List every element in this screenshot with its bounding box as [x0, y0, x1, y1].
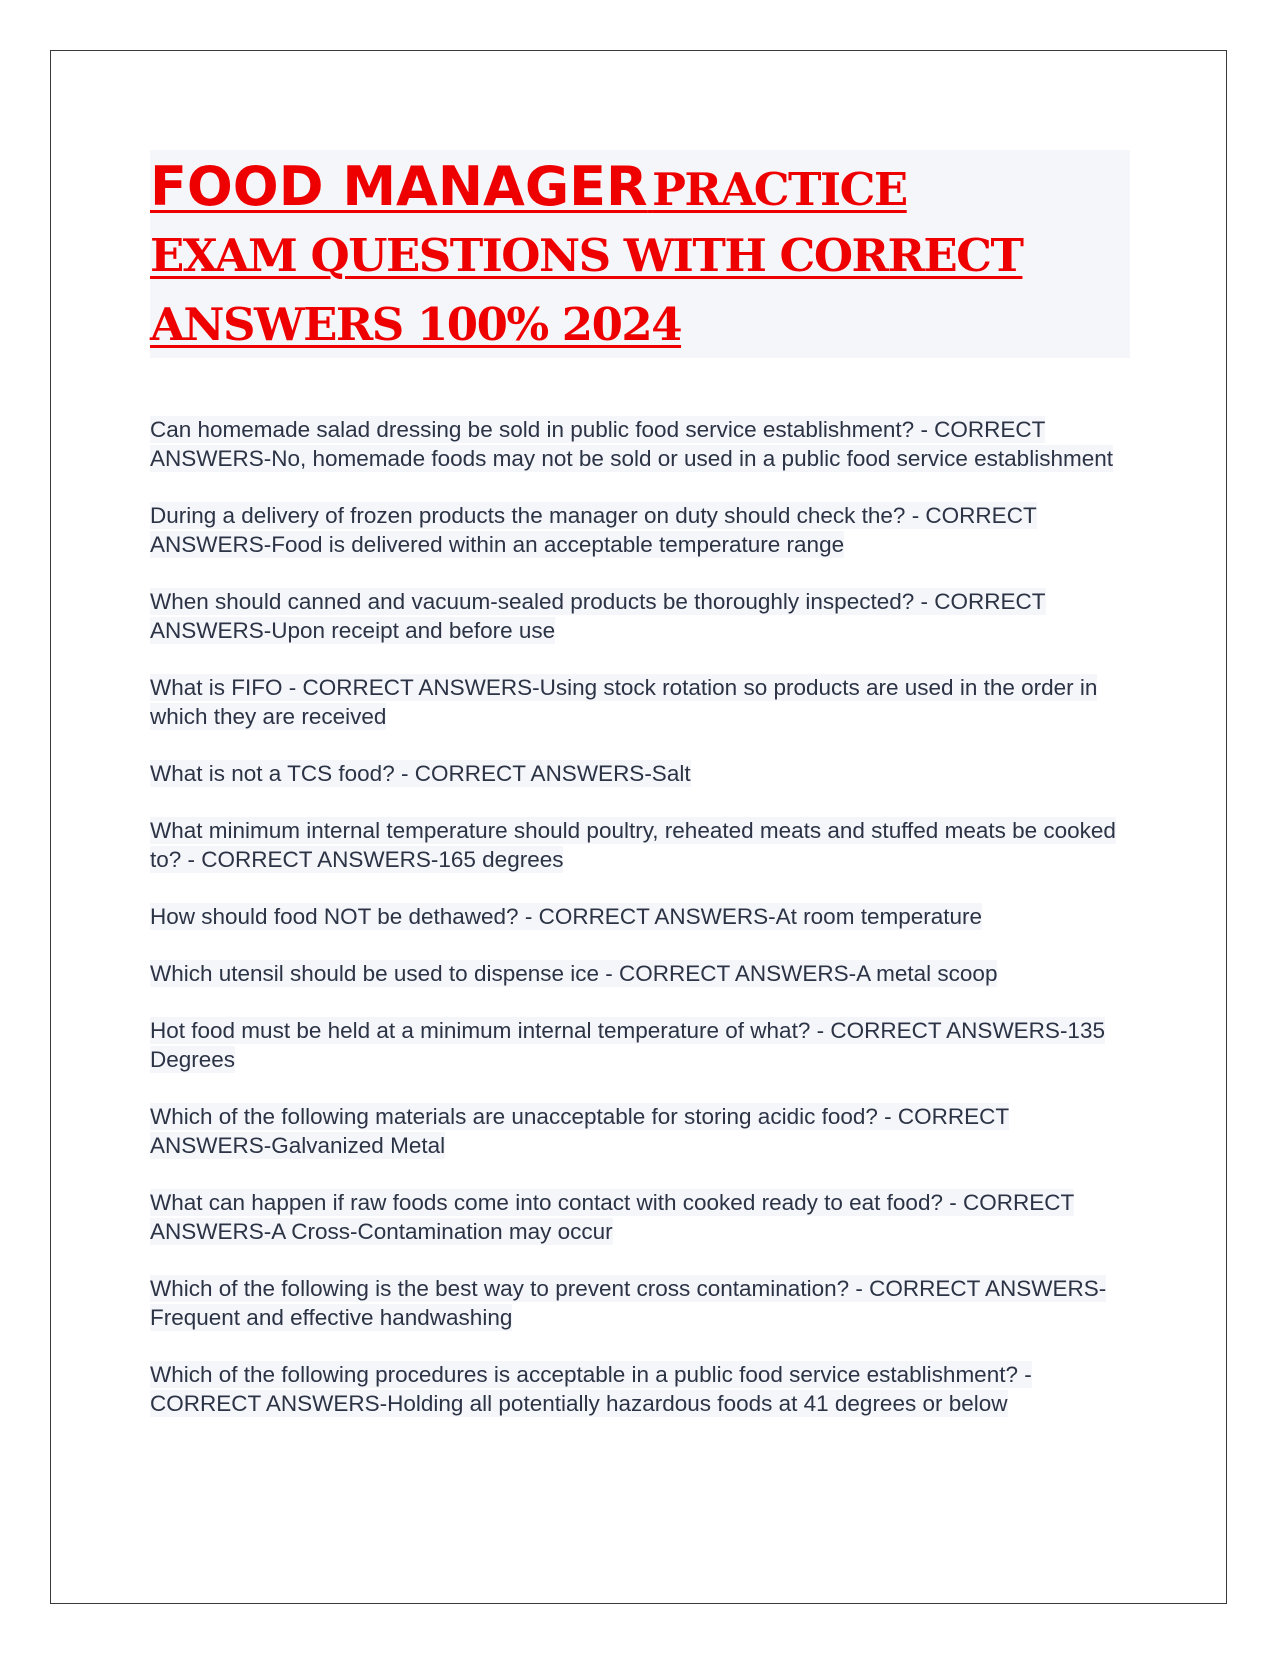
qa-item — [150, 1188, 1130, 1246]
document-content — [150, 150, 1130, 1446]
qa-item — [150, 959, 1130, 988]
qa-item — [150, 1016, 1130, 1074]
qa-item-text: What is FIFO - CORRECT ANSWERS-Using stock rotation so products are used in the order in which they are received — [150, 675, 1098, 729]
title-part-1: FOOD MANAGER — [150, 155, 648, 218]
qa-item-text: During a delivery of frozen products the manager on duty should check the? - CORRECT ANSWERS-Food is delivered within an acceptable temperature range — [150, 503, 1037, 557]
qa-item-text: What is not a TCS food? - CORRECT ANSWERS-Salt — [150, 761, 691, 786]
qa-item — [150, 501, 1130, 559]
qa-item-text: Which of the following materials are unacceptable for storing acidic food? - CORRECT ANSWERS-Galvanized Metal — [150, 1104, 1010, 1158]
qa-list — [150, 415, 1130, 1418]
qa-item — [150, 759, 1130, 788]
qa-item — [150, 415, 1130, 473]
qa-item — [150, 816, 1130, 874]
qa-item — [150, 587, 1130, 645]
qa-item — [150, 1102, 1130, 1160]
qa-item-text: When should canned and vacuum-sealed products be thoroughly inspected? - CORRECT ANSWERS-Upon receipt and before use — [150, 589, 1046, 643]
title-part-2: PRACTICE — [652, 163, 907, 216]
qa-item-text: What minimum internal temperature should poultry, reheated meats and stuffed meats be cooked to? - CORRECT ANSWERS-165 degrees — [150, 818, 1116, 872]
qa-item-text: What can happen if raw foods come into contact with cooked ready to eat food? - CORRECT ANSWERS-A Cross-Contamination may occur — [150, 1190, 1075, 1244]
qa-item-text: Which utensil should be used to dispense ice - CORRECT ANSWERS-A metal scoop — [150, 961, 998, 986]
qa-item-text: How should food NOT be dethawed? - CORRECT ANSWERS-At room temperature — [150, 904, 983, 929]
title-line-2: EXAM QUESTIONS WITH CORRECT — [150, 229, 1023, 282]
title-line-3: ANSWERS 100% 2024 — [150, 298, 682, 351]
qa-item — [150, 673, 1130, 731]
title-line-1 — [150, 152, 1130, 221]
qa-item — [150, 902, 1130, 931]
qa-item-text: Hot food must be held at a minimum internal temperature of what? - CORRECT ANSWERS-135 Degrees — [150, 1018, 1105, 1072]
document-title — [150, 150, 1130, 358]
qa-item-text: Can homemade salad dressing be sold in public food service establishment? - CORRECT ANSWERS-No, homemade foods may not be sold or used in a public food service establishment — [150, 417, 1113, 471]
qa-item — [150, 1360, 1130, 1418]
qa-item — [150, 1274, 1130, 1332]
qa-item-text: Which of the following is the best way to prevent cross contamination? - CORRECT ANSWERS-Frequent and effective handwashing — [150, 1276, 1107, 1330]
qa-item-text: Which of the following procedures is acceptable in a public food service establishment? - CORRECT ANSWERS-Holding all potentially hazardous foods at 41 degrees or below — [150, 1362, 1032, 1416]
